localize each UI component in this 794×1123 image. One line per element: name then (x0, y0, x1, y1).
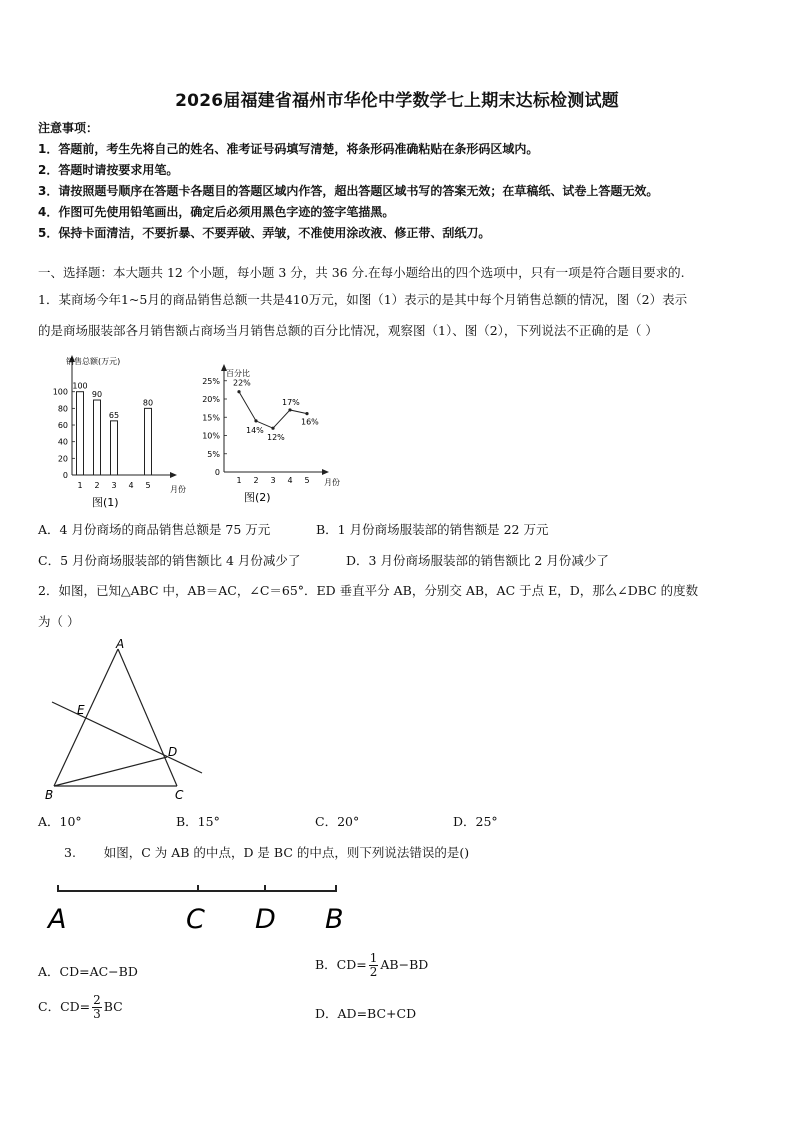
line-data-label: 16% (301, 417, 319, 427)
bar-y-tick-label: 60 (57, 421, 68, 431)
bar-data-label: 100 (72, 381, 88, 391)
q1-option-c[interactable]: C．5 月份商场服装部的销售额比 4 月份减少了 (38, 553, 301, 568)
q3-option-a[interactable]: A．CD=AC−BD (38, 964, 138, 979)
bar-x-tick-label: 1 (77, 481, 83, 490)
fraction-two-thirds (92, 994, 102, 1021)
q1-option-a[interactable]: A．4 月份商场的商品销售总额是 75 万元 (38, 522, 271, 537)
bar-x-tick-label: 3 (111, 481, 117, 490)
line-data-label: 17% (282, 397, 300, 407)
q2-text-line2: 为（ ） (38, 614, 80, 629)
label-d: D (168, 745, 178, 759)
seg-label-a: A (48, 904, 67, 935)
perpendicular-bisector-ed (52, 702, 202, 773)
q3-option-b-suffix: AB−BD (380, 957, 429, 972)
label-c: C (175, 788, 184, 802)
bar (94, 400, 101, 475)
bar-y-tick-label: 40 (57, 437, 68, 447)
seg-label-c: C (186, 904, 205, 935)
bar-y-axis-label: 销售总额(万元) (66, 357, 121, 366)
line-point (288, 408, 291, 411)
notice-heading: 注意事项： (38, 121, 99, 135)
q3-option-b-prefix: B．CD= (315, 957, 367, 972)
fraction-denominator: 3 (93, 1007, 101, 1021)
segment-bd (54, 757, 167, 786)
q3-option-c-prefix: C．CD= (38, 999, 91, 1014)
fraction-one-half (369, 952, 379, 979)
segment-figure (44, 878, 354, 940)
bar-y-tick-label: 80 (57, 404, 68, 414)
label-e: E (77, 703, 85, 717)
bar-y-tick-label: 100 (52, 387, 68, 397)
bar-chart-title: 图(1) (92, 496, 119, 509)
line-x-axis-arrow (322, 469, 329, 475)
line-chart (198, 362, 346, 510)
line-y-axis-label: 百分比 (226, 369, 250, 378)
notice-item-1: 1．答题前，考生先将自己的姓名、准考证号码填写清楚，将条形码准确粘贴在条形码区域内。 (38, 142, 539, 156)
triangle-figure (36, 636, 216, 806)
q1-text-line2: 的是商场服装部各月销售额占商场当月销售总额的百分比情况，观察图（1）、图（2），下列说法不正确的是（ ） (38, 323, 658, 338)
seg-label-b: B (325, 904, 344, 935)
label-b: B (45, 788, 54, 802)
q2-option-d[interactable]: D．25° (453, 814, 498, 829)
bar-x-tick-label: 4 (128, 481, 134, 490)
segment-ac (118, 649, 177, 786)
line-x-tick-label: 3 (270, 476, 276, 485)
line-x-tick-label: 2 (253, 476, 259, 485)
bar (77, 392, 84, 475)
label-a: A (116, 637, 125, 651)
q2-text-line1: 2．如图，已知△ABC 中，AB＝AC，∠C＝65°．ED 垂直平分 AB，分别交 AB，AC 于点 E，D，那么∠DBC 的度数 (38, 583, 699, 598)
line-y-tick-label: 20% (202, 395, 220, 404)
bar-x-axis-label: 月份 (170, 485, 186, 494)
q3-option-b[interactable] (315, 952, 428, 979)
q1-option-d[interactable]: D．3 月份商场服装部的销售额比 2 月份减少了 (346, 553, 609, 568)
line-y-tick-label: 5% (207, 449, 220, 459)
line-x-tick-label: 5 (304, 476, 310, 485)
line-data-label: 12% (267, 433, 285, 443)
section-heading: 一、选择题：本大题共 12 个小题，每小题 3 分，共 36 分.在每小题给出的四个选项中，只有一项是符合题目要求的. (38, 265, 685, 280)
q3-option-c[interactable] (38, 994, 123, 1021)
bar-data-label: 80 (142, 398, 154, 408)
line-point (237, 390, 240, 393)
bar (111, 421, 118, 475)
line-data-label: 22% (233, 378, 251, 388)
fraction-numerator: 1 (369, 951, 378, 965)
line-data-label: 14% (246, 425, 264, 435)
bar-x-tick-label: 5 (145, 481, 151, 490)
q3-text: 3. 如图，C 为 AB 的中点，D 是 BC 的中点，则下列说法错误的是() (64, 845, 470, 860)
line-y-tick-label: 25% (202, 376, 220, 386)
notice-item-5: 5．保持卡面清洁，不要折暴、不要弄破、弄皱，不准使用涂改液、修正带、刮纸刀。 (38, 226, 491, 240)
line-x-axis-label: 月份 (324, 478, 340, 487)
line-chart-title: 图(2) (244, 491, 271, 504)
bar-y-tick-label: 0 (62, 471, 68, 480)
q2-option-b[interactable]: B．15° (176, 814, 220, 829)
fraction-numerator: 2 (93, 993, 101, 1007)
line-point (254, 419, 257, 422)
line-y-tick-label: 0 (214, 468, 220, 477)
line-y-tick-label: 15% (202, 413, 220, 423)
q2-option-c[interactable]: C．20° (315, 814, 360, 829)
line-point (271, 427, 274, 430)
q3-option-d[interactable]: D．AD=BC+CD (315, 1006, 417, 1021)
bar-data-label: 90 (91, 390, 103, 400)
bar-x-tick-label: 2 (94, 481, 100, 490)
q1-text-line1: 1．某商场今年1~5月的商品销售总额一共是410万元，如图（1）表示的是其中每个月销售总额的情况，图（2）表示 (38, 292, 688, 307)
notice-item-4: 4．作图可先使用铅笔画出，确定后必须用黑色字迹的签字笔描黑。 (38, 205, 395, 219)
bar (145, 408, 152, 475)
notice-item-2: 2．答题时请按要求用笔。 (38, 163, 179, 177)
bar-chart (42, 350, 190, 510)
q3-option-c-suffix: BC (103, 999, 123, 1014)
q2-option-a[interactable]: A．10° (38, 814, 82, 829)
notice-item-3: 3．请按照题号顺序在答题卡各题目的答题区域内作答，超出答题区域书写的答案无效；在草稿纸、试卷上答题无效。 (38, 184, 659, 198)
bar-data-label: 65 (108, 410, 120, 420)
bar-y-tick-label: 20 (57, 454, 68, 464)
line-point (305, 412, 308, 415)
line-x-tick-label: 4 (287, 476, 293, 485)
line-x-tick-label: 1 (236, 476, 242, 485)
page-title: 2026届福建省福州市华伦中学数学七上期末达标检测试题 (175, 91, 619, 111)
line-y-tick-label: 10% (202, 431, 220, 441)
q1-option-b[interactable]: B．1 月份商场服装部的销售额是 22 万元 (316, 522, 549, 537)
bar-x-axis-arrow (170, 472, 177, 478)
fraction-denominator: 2 (369, 965, 378, 979)
seg-label-d: D (255, 904, 276, 935)
